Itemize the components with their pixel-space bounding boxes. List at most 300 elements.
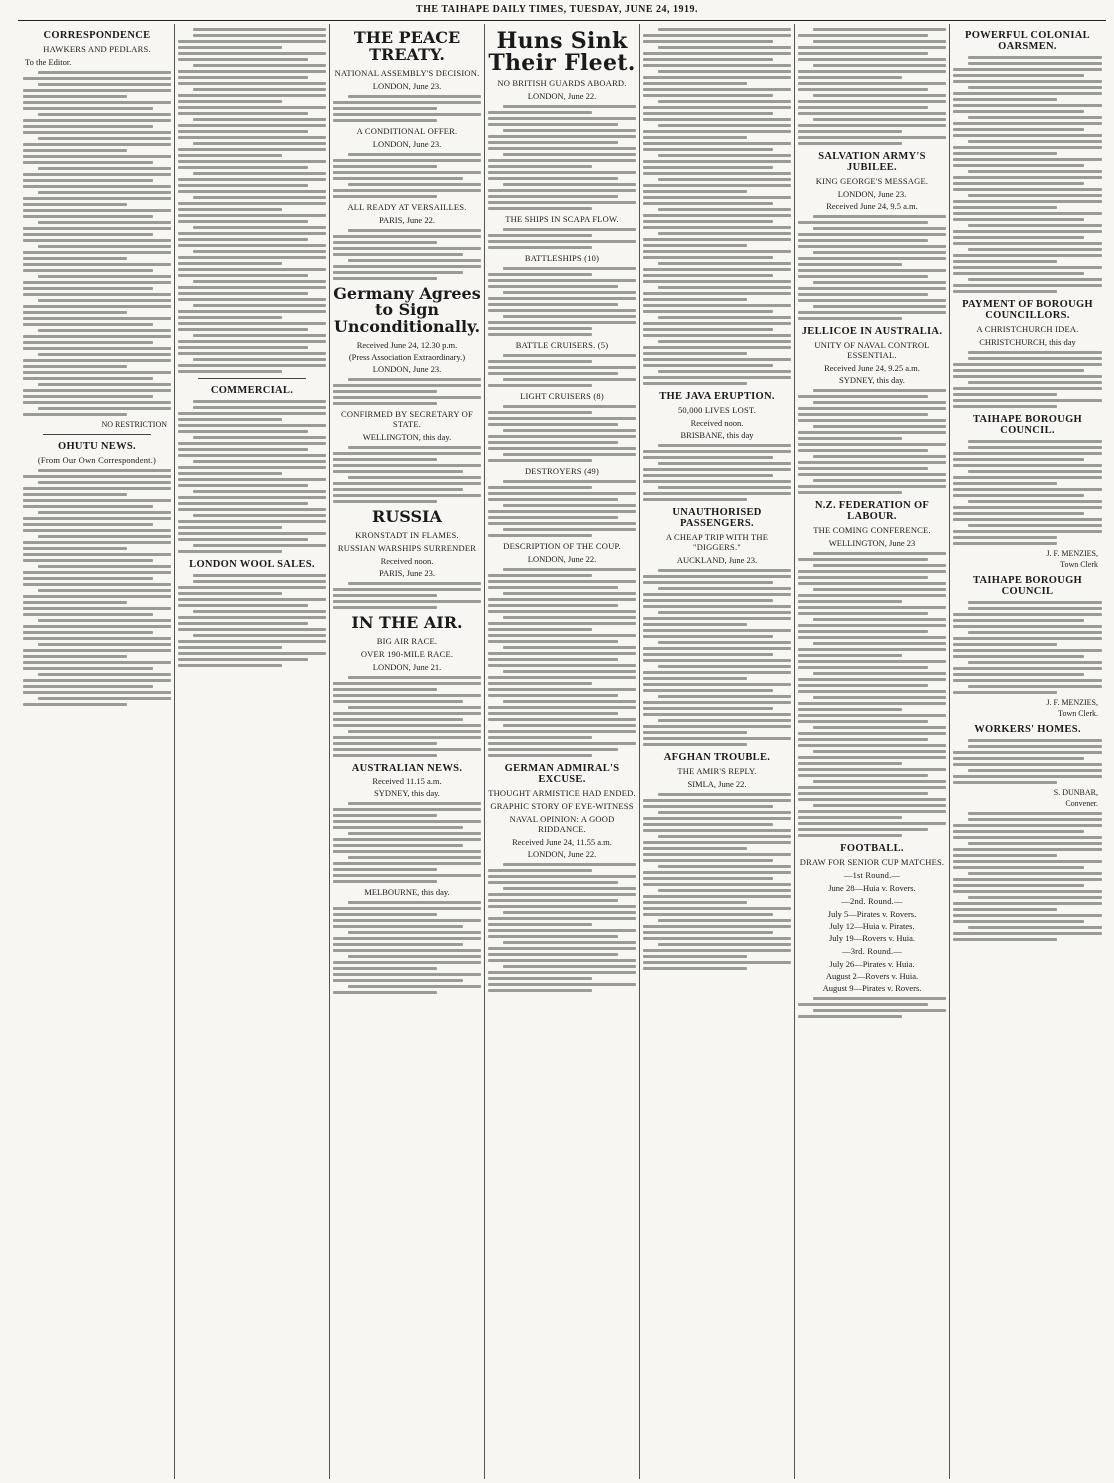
text-line <box>488 366 636 369</box>
text-line <box>968 872 1102 875</box>
text-line <box>23 559 153 562</box>
text-line <box>333 235 481 238</box>
text-line <box>643 304 791 307</box>
text-line <box>488 321 636 324</box>
text-line <box>953 506 1102 509</box>
text-line <box>953 775 1102 778</box>
text-line <box>643 382 747 385</box>
column-5 <box>640 24 795 1479</box>
text-line <box>503 911 636 914</box>
text-line <box>178 178 326 181</box>
text-line <box>488 384 592 387</box>
text-line <box>178 94 326 97</box>
text-line <box>23 371 171 374</box>
text-line <box>798 594 946 597</box>
text-line <box>178 76 308 79</box>
text-line <box>348 856 481 859</box>
text-line <box>178 166 308 169</box>
text-line <box>488 640 618 643</box>
text-line <box>193 406 326 409</box>
text-line <box>348 229 481 232</box>
sub-heading: NATIONAL ASSEMBLY'S DECISION. <box>334 67 480 78</box>
text-line <box>643 937 791 940</box>
text-line <box>813 1009 946 1012</box>
dateline: Received noon. <box>380 555 434 566</box>
text-line <box>178 598 326 601</box>
text-line <box>643 859 773 862</box>
text-line <box>643 901 747 904</box>
text-line <box>953 260 1057 263</box>
text-line <box>178 340 326 343</box>
text-line <box>178 550 282 553</box>
text-line <box>798 690 946 693</box>
text-line <box>953 152 1057 155</box>
text-line <box>23 179 153 182</box>
text-line <box>798 600 902 603</box>
text-line <box>798 756 946 759</box>
text-line <box>488 165 592 168</box>
text-block <box>798 552 946 837</box>
text-line <box>38 697 171 700</box>
text-line <box>658 178 791 181</box>
text-line <box>333 165 437 168</box>
text-line <box>643 883 791 886</box>
text-block <box>23 71 171 416</box>
text-line <box>178 46 282 49</box>
text-line <box>23 401 171 404</box>
text-line <box>968 446 1102 449</box>
text-line <box>23 691 171 694</box>
text-line <box>488 730 636 733</box>
text-line <box>178 652 326 655</box>
sub-heading: THE COMING CONFERENCE. <box>813 525 931 535</box>
text-line <box>193 28 326 31</box>
text-line <box>333 700 463 703</box>
sub-heading: THOUGHT ARMISTICE HAD ENDED. <box>488 788 636 798</box>
text-line <box>643 653 773 656</box>
text-line <box>658 719 791 722</box>
text-line <box>23 89 171 92</box>
text-line <box>643 480 791 483</box>
text-line <box>798 233 946 236</box>
text-line <box>658 154 791 157</box>
text-line <box>813 479 946 482</box>
text-line <box>333 961 481 964</box>
text-line <box>333 949 481 952</box>
text-line <box>953 890 1102 893</box>
text-line <box>798 1003 928 1006</box>
text-line <box>488 195 618 198</box>
text-line <box>798 106 928 109</box>
text-line <box>488 279 636 282</box>
text-line <box>23 625 171 628</box>
text-line <box>658 124 791 127</box>
text-line <box>503 453 636 456</box>
text-line <box>643 244 747 247</box>
text-line <box>643 364 773 367</box>
text-block <box>488 105 636 210</box>
column-3 <box>330 24 485 1479</box>
text-line <box>38 191 171 194</box>
text-line <box>23 529 171 532</box>
text-line <box>658 695 791 698</box>
text-line <box>193 64 326 67</box>
text-block <box>798 28 946 145</box>
text-line <box>333 390 437 393</box>
columns-container <box>20 24 1110 1479</box>
text-line <box>348 730 481 733</box>
sub-heading: 50,000 LIVES LOST. <box>677 405 757 415</box>
text-line <box>333 919 481 922</box>
text-line <box>643 468 791 471</box>
text-line <box>643 575 791 578</box>
intro-text: To the Editor. <box>25 57 72 67</box>
dateline: LONDON, June 23. <box>372 138 442 149</box>
text-line <box>953 643 1057 646</box>
text-line <box>488 498 618 501</box>
text-line <box>488 117 636 120</box>
text-line <box>643 322 791 325</box>
headline: IN THE AIR. <box>351 612 463 632</box>
text-line <box>178 106 326 109</box>
section-heading: SALVATION ARMY'S JUBILEE. <box>818 151 926 173</box>
text-line <box>798 461 946 464</box>
text-line <box>798 311 946 314</box>
text-line <box>643 88 791 91</box>
text-line <box>333 606 437 609</box>
text-line <box>813 726 946 729</box>
text-line <box>23 257 127 260</box>
text-line <box>488 303 618 306</box>
text-line <box>38 113 171 116</box>
text-line <box>193 142 326 145</box>
text-line <box>488 682 592 685</box>
text-line <box>178 208 282 211</box>
text-line <box>178 466 326 469</box>
text-line <box>798 774 928 777</box>
text-line <box>23 131 171 134</box>
text-line <box>178 502 308 505</box>
dateline: LONDON, June 23. <box>372 363 442 374</box>
text-line <box>488 989 592 992</box>
column-4 <box>485 24 640 1479</box>
text-line <box>333 736 481 739</box>
text-line <box>953 375 1102 378</box>
sub-heading: DRAW FOR SENIOR CUP MATCHES. <box>799 857 945 867</box>
text-line <box>503 315 636 318</box>
text-line <box>643 701 791 704</box>
text-line <box>643 274 773 277</box>
text-line <box>643 352 747 355</box>
text-line <box>23 185 171 188</box>
text-line <box>333 594 437 597</box>
text-line <box>333 265 481 268</box>
text-line <box>23 281 171 284</box>
section-heading: JELLICOE IN AUSTRALIA. <box>801 326 943 337</box>
text-line <box>23 335 171 338</box>
text-block <box>953 739 1102 784</box>
text-line <box>488 959 636 962</box>
text-line <box>178 220 308 223</box>
text-line <box>953 74 1084 77</box>
text-line <box>798 239 928 242</box>
text-line <box>643 743 747 746</box>
text-line <box>953 884 1084 887</box>
text-line <box>503 228 636 231</box>
text-line <box>333 384 481 387</box>
text-line <box>178 292 308 295</box>
text-line <box>178 508 326 511</box>
sub-heading: KRONSTADT IN FLAMES. <box>355 529 459 540</box>
text-line <box>23 239 171 242</box>
text-line <box>23 119 171 122</box>
text-line <box>333 470 463 473</box>
dateline: WELLINGTON, this day. <box>362 431 452 442</box>
text-line <box>658 100 791 103</box>
text-line <box>178 328 308 331</box>
text-line <box>23 149 127 152</box>
text-line <box>798 112 946 115</box>
text-line <box>953 176 1102 179</box>
text-line <box>333 171 481 174</box>
text-line <box>488 360 592 363</box>
text-line <box>953 458 1084 461</box>
text-line <box>968 818 1102 821</box>
text-line <box>333 826 463 829</box>
text-line <box>23 547 127 550</box>
text-line <box>953 691 1057 694</box>
text-line <box>643 58 773 61</box>
text-line <box>488 123 618 126</box>
text-line <box>953 860 1102 863</box>
text-line <box>488 159 636 162</box>
dateline: LONDON, June 21. <box>372 661 442 672</box>
text-line <box>643 913 773 916</box>
text-block <box>953 351 1102 408</box>
text-block <box>488 568 636 757</box>
text-line <box>348 95 481 98</box>
text-line <box>643 629 791 632</box>
text-line <box>953 637 1102 640</box>
dateline: (Press Association Extraordinary.) <box>348 351 466 362</box>
text-line <box>968 170 1102 173</box>
text-line <box>643 226 791 229</box>
sub-heading: RUSSIAN WARSHIPS SURRENDER <box>337 542 477 553</box>
text-line <box>333 808 481 811</box>
text-line <box>178 154 282 157</box>
text-line <box>488 309 636 312</box>
text-block <box>488 267 636 336</box>
text-line <box>953 122 1102 125</box>
dateline: Received June 24, 11.55 a.m. <box>512 837 612 847</box>
text-line <box>178 616 326 619</box>
text-line <box>798 293 928 296</box>
text-line <box>178 370 282 373</box>
text-line <box>333 113 481 116</box>
text-block <box>798 997 946 1018</box>
text-line <box>798 407 946 410</box>
text-line <box>953 902 1102 905</box>
text-line <box>953 266 1102 269</box>
text-line <box>953 932 1102 935</box>
text-line <box>178 538 308 541</box>
text-line <box>178 130 308 133</box>
text-line <box>23 655 127 658</box>
text-line <box>813 28 946 31</box>
text-line <box>643 907 791 910</box>
text-line <box>488 372 618 375</box>
signature: J. F. MENZIES, <box>1046 549 1098 558</box>
text-line <box>658 70 791 73</box>
text-line <box>38 71 171 74</box>
text-line <box>643 737 791 740</box>
text-line <box>23 685 153 688</box>
text-line <box>798 142 902 145</box>
text-line <box>658 486 791 489</box>
text-line <box>643 961 791 964</box>
text-line <box>968 470 1102 473</box>
text-line <box>348 676 481 679</box>
text-line <box>813 215 946 218</box>
section-heading: TAIHAPE BOROUGH COUNCIL <box>972 575 1083 597</box>
text-line <box>488 634 636 637</box>
text-block <box>333 676 481 757</box>
text-line <box>348 259 481 262</box>
text-line <box>333 253 463 256</box>
text-line <box>178 70 326 73</box>
text-line <box>798 816 902 819</box>
text-line <box>658 665 791 668</box>
text-line <box>643 895 791 898</box>
text-line <box>968 248 1102 251</box>
text-line <box>953 914 1102 917</box>
text-line <box>178 592 282 595</box>
text-line <box>968 278 1102 281</box>
text-line <box>643 34 791 37</box>
text-line <box>798 654 902 657</box>
text-line <box>178 532 326 535</box>
text-line <box>178 322 326 325</box>
text-block <box>333 582 481 609</box>
text-line <box>38 643 171 646</box>
text-line <box>193 196 326 199</box>
text-line <box>178 346 308 349</box>
text-line <box>643 617 791 620</box>
text-line <box>488 492 636 495</box>
text-line <box>488 604 618 607</box>
text-line <box>813 425 946 428</box>
text-line <box>23 679 171 682</box>
text-line <box>333 712 481 715</box>
text-line <box>503 504 636 507</box>
text-line <box>23 637 171 640</box>
text-line <box>643 298 747 301</box>
text-line <box>643 292 791 295</box>
text-line <box>178 472 282 475</box>
text-line <box>968 739 1102 742</box>
text-line <box>348 153 481 156</box>
text-line <box>968 685 1102 688</box>
text-line <box>333 682 481 685</box>
text-line <box>38 383 171 386</box>
text-line <box>488 977 592 980</box>
dateline: July 19—Rovers v. Huia. <box>828 933 916 943</box>
text-line <box>968 224 1102 227</box>
text-line <box>643 492 791 495</box>
text-line <box>643 707 773 710</box>
text-line <box>333 396 481 399</box>
text-line <box>798 100 946 103</box>
text-line <box>333 943 463 946</box>
text-line <box>178 202 326 205</box>
text-line <box>643 148 773 151</box>
text-line <box>813 564 946 567</box>
text-line <box>503 153 636 156</box>
text-line <box>953 218 1084 221</box>
text-line <box>488 622 636 625</box>
section-heading: LONDON WOOL SALES. <box>189 559 315 570</box>
text-line <box>488 694 618 697</box>
text-line <box>798 582 946 585</box>
text-line <box>968 140 1102 143</box>
dateline: August 2—Rovers v. Huia. <box>825 971 919 981</box>
divider <box>198 378 306 379</box>
text-line <box>643 817 791 820</box>
text-line <box>193 358 326 361</box>
dateline: PARIS, June 23. <box>379 567 435 578</box>
text-line <box>798 34 928 37</box>
text-line <box>23 347 171 350</box>
text-line <box>798 395 928 398</box>
text-line <box>333 402 437 405</box>
dateline: Received noon. <box>690 418 744 428</box>
text-line <box>643 136 747 139</box>
text-line <box>798 822 946 825</box>
text-line <box>23 703 127 706</box>
text-block <box>953 56 1102 293</box>
text-line <box>333 973 481 976</box>
text-line <box>488 971 636 974</box>
text-line <box>798 732 946 735</box>
text-block <box>333 901 481 994</box>
text-line <box>813 281 946 284</box>
text-line <box>798 660 946 663</box>
text-block <box>178 400 326 553</box>
text-line <box>798 702 946 705</box>
text-line <box>488 285 618 288</box>
section-heading: POWERFUL COLONIAL OARSMEN. <box>965 30 1090 52</box>
sub-heading: BATTLESHIPS (10) <box>524 253 600 263</box>
text-line <box>643 599 773 602</box>
text-line <box>38 299 171 302</box>
text-line <box>333 688 437 691</box>
section-heading: COMMERCIAL. <box>210 385 294 396</box>
text-line <box>488 983 636 986</box>
text-line <box>813 455 946 458</box>
text-line <box>953 98 1057 101</box>
column-6 <box>795 24 950 1479</box>
sub-heading: THE AMIR'S REPLY. <box>677 766 757 776</box>
text-line <box>643 659 791 662</box>
column-2 <box>175 24 330 1479</box>
dateline: CHRISTCHURCH, this day <box>979 337 1076 347</box>
text-line <box>953 399 1102 402</box>
text-line <box>488 327 592 330</box>
text-line <box>178 442 326 445</box>
text-line <box>643 805 773 808</box>
text-line <box>38 535 171 538</box>
text-line <box>333 979 463 982</box>
